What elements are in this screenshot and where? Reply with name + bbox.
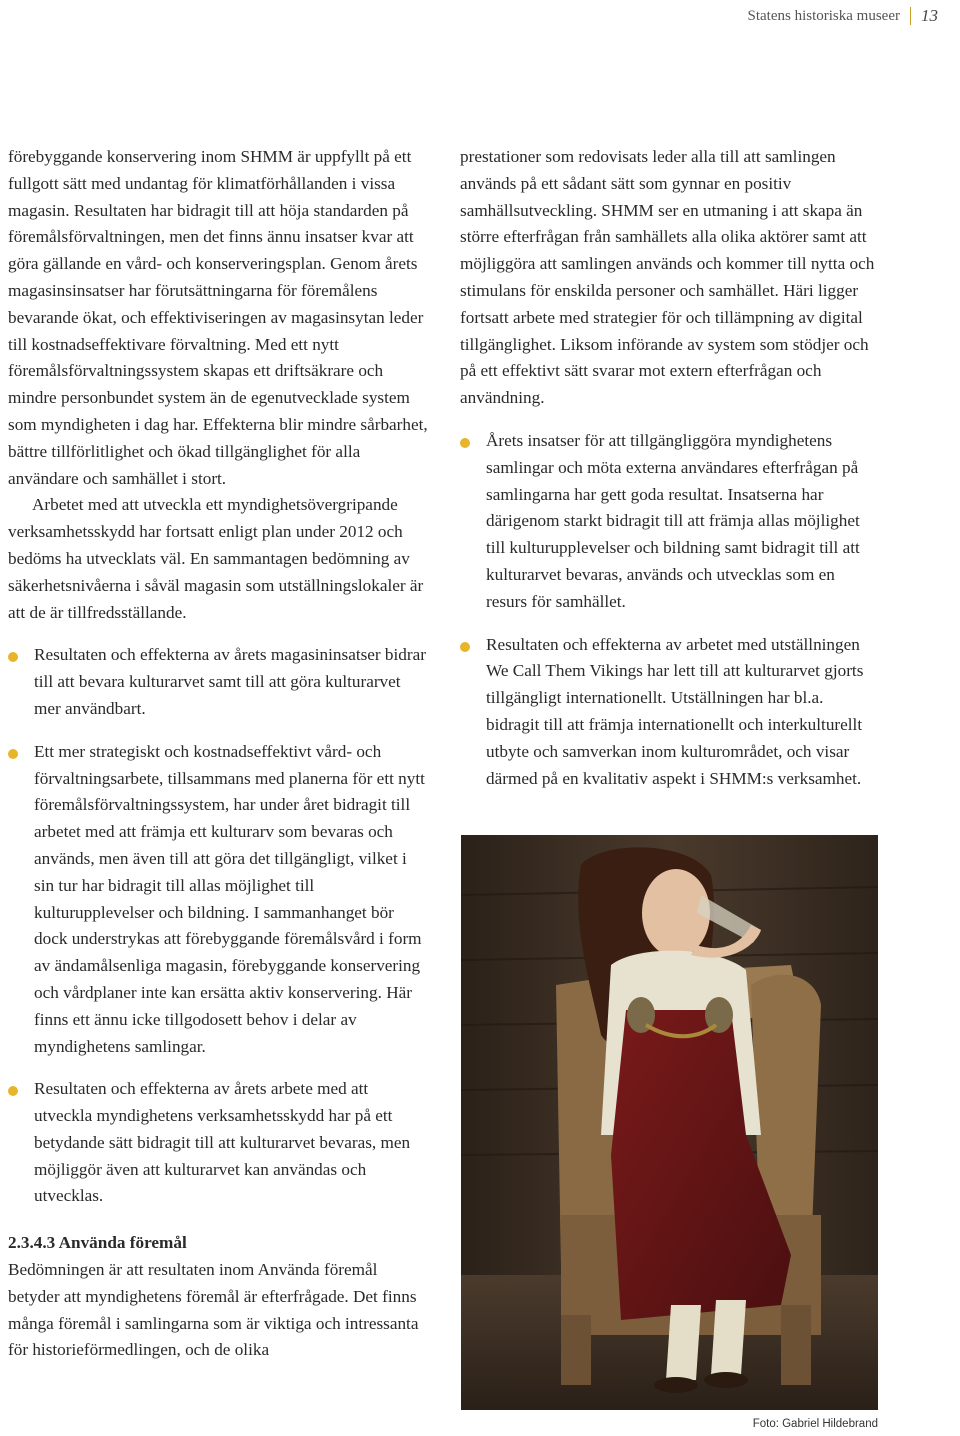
running-header — [748, 6, 938, 26]
photo-illustration — [461, 835, 878, 1410]
bullet-icon — [460, 438, 470, 448]
section-heading: 2.3.4.3 Använda föremål — [8, 1233, 187, 1253]
list-item — [460, 428, 880, 616]
bullet-list — [8, 642, 428, 1210]
left-column — [8, 144, 428, 1364]
bullet-icon — [8, 749, 18, 759]
body-paragraph: prestationer som redovisats leder alla till att samlingen används på ett sådant sätt som gynnar en positiv samhällsutveckling. SHMM ser en utmaning i att skapa än större efterfrågan från samhällets alla olika aktörer samt att möjliggöra att samlingen används och kommer till nytta och stimulans för enskilda personer och samhället. Häri ligger fortsatt arbete med strategier för och tillämpning av digital tillgänglighet. Liksom införande av system som stödjer och på ett effektivt sätt svarar mot extern efterfrågan och användning. — [460, 147, 875, 408]
photo-woman-drinking — [461, 835, 878, 1410]
body-paragraph: Bedömningen är att resultaten inom Använda föremål betyder att myndighetens föremål är efterfrågade. Det finns många föremål i samlingarna som är viktiga och intressanta för historieförmedlingen, och de olika — [8, 1260, 419, 1360]
bullet-icon — [8, 652, 18, 662]
right-column — [460, 144, 880, 792]
list-item-text: Årets insatser för att tillgängliggöra myndighetens samlingar och möta externa användares efterfrågan på samlingarna har gett goda resultat. Insatserna har därigenom starkt bidragit till att främja allas möjlighet till kulturupplevelser och bildning samt bidragit till att kulturarvet bevaras, används och utvecklas som en resurs för samhället. — [486, 430, 860, 611]
page-number: 13 — [921, 6, 938, 25]
publication-title: Statens historiska museer — [747, 7, 900, 24]
bullet-icon — [8, 1086, 18, 1096]
list-item — [460, 632, 880, 793]
bullet-list — [460, 428, 880, 792]
list-item-text: Ett mer strategiskt och kostnadseffektivt vård- och förvaltningsarbete, tillsammans med planerna för ett nytt föremålsförvaltningssystem, har under året bidragit till arbetet med att främja ett kulturarv som bevaras och används, men även till att göra det tillgängligt, vilket i sin tur har bidragit till allas möjlighet till kulturupplevelser och bildning. I sammanhanget bör dock understrykas att förebyggande föremålsvård i form av ändamålsenliga magasin, förebyggande konservering och vårdplaner inte kan ersätta aktiv konservering. Här finns ett ännu icke tillgodosett behov i delar av myndighetens samlingar. — [34, 741, 425, 1056]
list-item-text: Resultaten och effekterna av årets arbete med att utveckla myndighetens verksamhetsskydd har på ett betydande sätt bidragit till att kulturarvet bevaras, men möjliggör även att kulturarvet kan användas och utvecklas. — [34, 1079, 411, 1206]
body-paragraph: Arbetet med att utveckla ett myndighetsövergripande verksamhetsskydd har fortsatt enligt plan under 2012 och bedöms ha utvecklats väl. En sammantagen bedömning av säkerhetsnivåerna i såväl magasin som utställningslokaler är att de är tillfredsställande. — [8, 495, 424, 622]
bullet-icon — [460, 642, 470, 652]
list-item-text: Resultaten och effekterna av årets magasininsatser bidrar till att bevara kulturarvet samt till att göra kulturarvet mer användbart. — [34, 645, 426, 718]
list-item — [8, 739, 428, 1061]
header-divider — [910, 7, 911, 25]
body-paragraph: förebyggande konservering inom SHMM är uppfyllt på ett fullgott sätt med undantag för klimatförhållanden i vissa magasin. Resultaten har bidragit till att höja standarden på föremålsförvaltningen, men det finns ännu insatser kvar att göra gällande en vård- och konserveringsplan. Genom årets magasinsinsatser har förutsättningarna för föremålens bevarande ökat, och effektiviseringen av magasinsytan leder till kostnadseffektivare förvaltning. Med ett nytt föremålsförvaltningssystem skapas ett driftsäkrare och mindre personbundet system än de egenutvecklade system som myndigheten i dag har. Effekterna blir mindre sårbarhet, bättre tillförlitlighet och ökad tillgänglighet för alla användare och samhället i stort. — [8, 147, 428, 488]
list-item — [8, 1076, 428, 1210]
photo-credit: Foto: Gabriel Hildebrand — [752, 1418, 878, 1430]
list-item-text: Resultaten och effekterna av arbetet med utställningen We Call Them Vikings har lett till att kulturarvet gjorts tillgängligt internationellt. Utställningen har bl.a. bidragit till att främja internationellt och interkulturellt utbyte och samverkan inom kulturområdet, och visar därmed på en kvalitativ aspekt i SHMM:s verksamhet. — [486, 634, 864, 788]
list-item — [8, 642, 428, 722]
